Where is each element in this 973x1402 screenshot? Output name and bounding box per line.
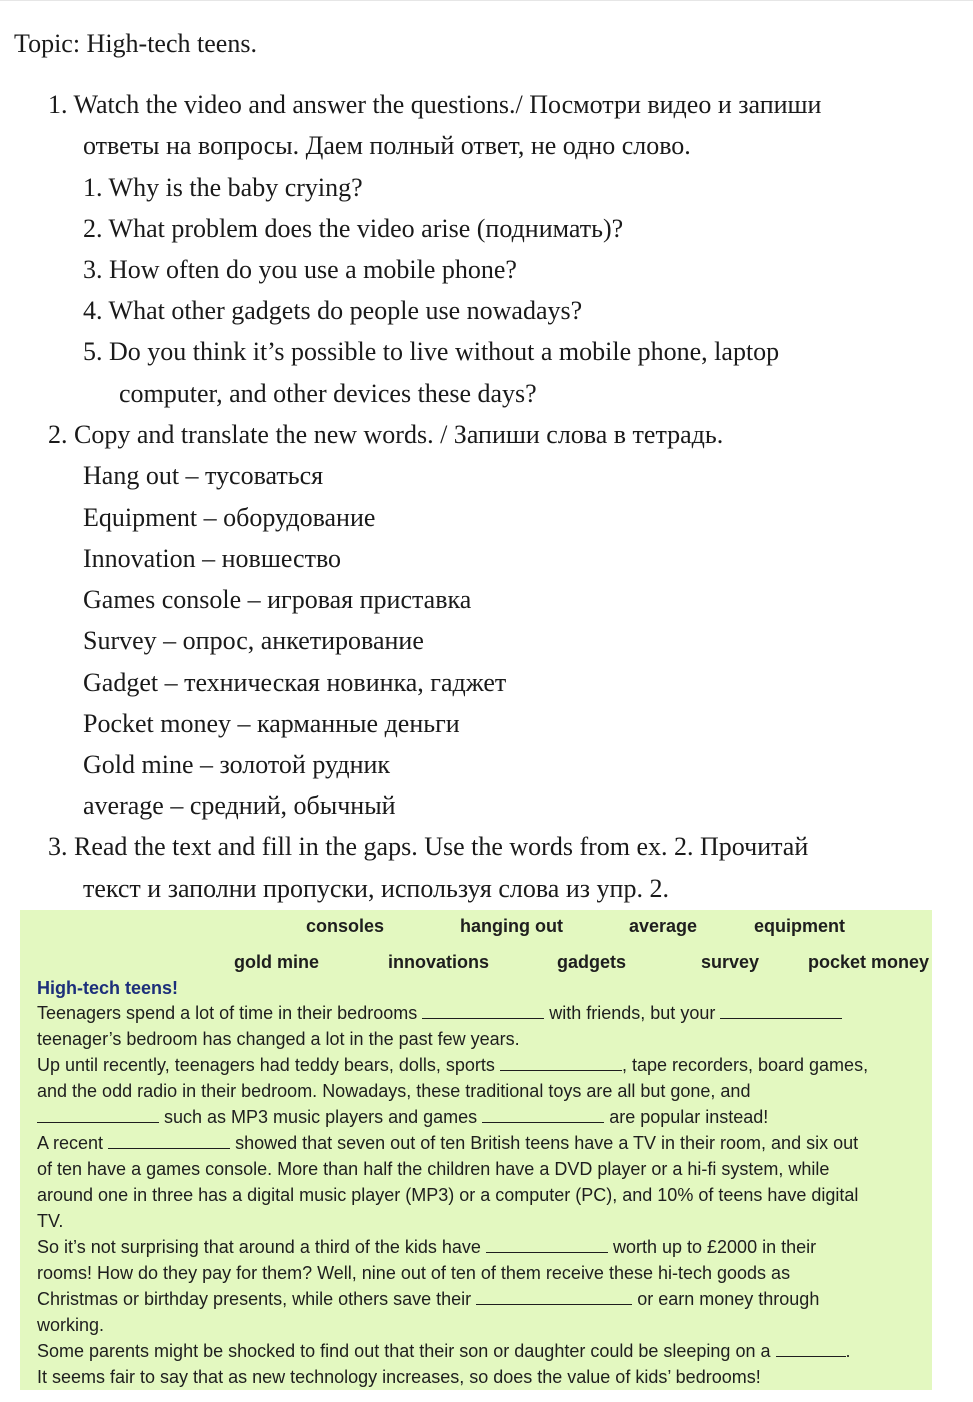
task3-instruction: 3. Read the text and fill in the gaps. Use the words from ex. 2. Прочитай [48,832,809,861]
question-1: 1. Why is the baby crying? [83,173,363,202]
text-fragment: are popular instead! [609,1107,769,1127]
answer-gap[interactable] [720,1003,842,1019]
question-4: 4. What other gadgets do people use nowadays? [83,296,583,325]
answer-gap[interactable] [776,1341,846,1357]
vocab-item: Pocket money – карманные деньги [83,709,460,738]
answer-gap[interactable] [486,1237,608,1253]
text-fragment: with friends, but your [549,1003,716,1023]
text-title: High-tech teens! [37,978,179,998]
vocab-item: Games console – игровая приставка [83,585,472,614]
text-line [37,1106,768,1128]
text-line [37,1340,851,1362]
word-bank-item: gold mine [234,952,319,972]
vocab-item: Hang out – тусоваться [83,461,324,490]
word-bank-item: innovations [388,952,490,972]
task1-instruction-cont: ответы на вопросы. Даем полный ответ, не одно слово. [83,131,691,160]
word-bank-item: average [629,916,698,936]
text-fragment: , tape recorders, board games, [621,1055,869,1075]
word-bank-item: survey [701,952,760,972]
text-line [37,1054,868,1076]
vocab-item: average – средний, обычный [83,791,396,820]
text-line: around one in three has a digital music player (MP3) or a computer (PC), and 10% of teens have digital [37,1185,859,1205]
text-line: teenager’s bedroom has changed a lot in the past few years. [37,1029,520,1049]
text-line: rooms! How do they pay for them? Well, nine out of ten of them receive these hi-tech goods as [37,1263,791,1283]
question-5: 5. Do you think it’s possible to live without a mobile phone, laptop [83,337,780,366]
text-line [37,1236,816,1258]
text-fragment: A recent [37,1133,104,1153]
vocab-item: Survey – опрос, анкетирование [83,626,424,655]
word-bank-item: gadgets [557,952,627,972]
vocab-item: Innovation – новшество [83,544,342,573]
answer-gap[interactable] [422,1003,544,1019]
topic-heading: Topic: High-tech teens. [14,29,257,58]
text-line: It seems fair to say that as new technology increases, so does the value of kids’ bedrooms! [37,1367,761,1387]
exercise-text-box [20,910,932,1390]
text-fragment: . [845,1341,851,1361]
text-line [37,1288,819,1310]
question-5-cont: computer, and other devices these days? [119,379,537,408]
text-fragment: Some parents might be shocked to find out that their son or daughter could be sleeping on a [37,1341,771,1361]
text-line [37,1002,842,1024]
task2-instruction: 2. Copy and translate the new words. / Запиши слова в тетрадь. [48,420,724,449]
word-bank-item: pocket money [808,952,930,972]
answer-gap[interactable] [482,1107,604,1123]
text-line [37,1132,858,1154]
question-2: 2. What problem does the video arise (поднимать)? [83,214,624,243]
task1-instruction: 1. Watch the video and answer the questions./ Посмотри видео и запиши [48,90,822,119]
text-line: working. [37,1315,105,1335]
text-fragment: Christmas or birthday presents, while others save their [37,1289,472,1309]
word-bank-item: hanging out [460,916,563,936]
text-fragment: So it’s not surprising that around a third of the kids have [37,1237,481,1257]
task3-instruction-cont: текст и заполни пропуски, используя слова из упр. 2. [83,874,669,903]
vocab-item: Equipment – оборудование [83,503,376,532]
word-bank-item: equipment [754,916,846,936]
word-bank-item: consoles [306,916,385,936]
text-line: and the odd radio in their bedroom. Nowadays, these traditional toys are all but gone, and [37,1081,751,1101]
text-fragment: showed that seven out of ten British teens have a TV in their room, and six out [235,1133,859,1153]
text-line: of ten have a games console. More than half the children have a DVD player or a hi-fi system, while [37,1159,830,1179]
text-fragment: Teenagers spend a lot of time in their bedrooms [37,1003,418,1023]
answer-gap[interactable] [37,1107,159,1123]
text-fragment: or earn money through [637,1289,820,1309]
text-line: TV. [37,1211,64,1231]
text-fragment: worth up to £2000 in their [612,1237,817,1257]
question-3: 3. How often do you use a mobile phone? [83,255,517,284]
vocab-item: Gadget – техническая новинка, гаджет [83,668,507,697]
answer-gap[interactable] [500,1055,622,1071]
answer-gap[interactable] [108,1133,230,1149]
answer-gap[interactable] [476,1289,632,1305]
vocab-item: Gold mine – золотой рудник [83,750,391,779]
text-fragment: such as MP3 music players and games [164,1107,478,1127]
text-fragment: Up until recently, teenagers had teddy bears, dolls, sports [37,1055,495,1075]
page-top-border [0,0,973,1]
